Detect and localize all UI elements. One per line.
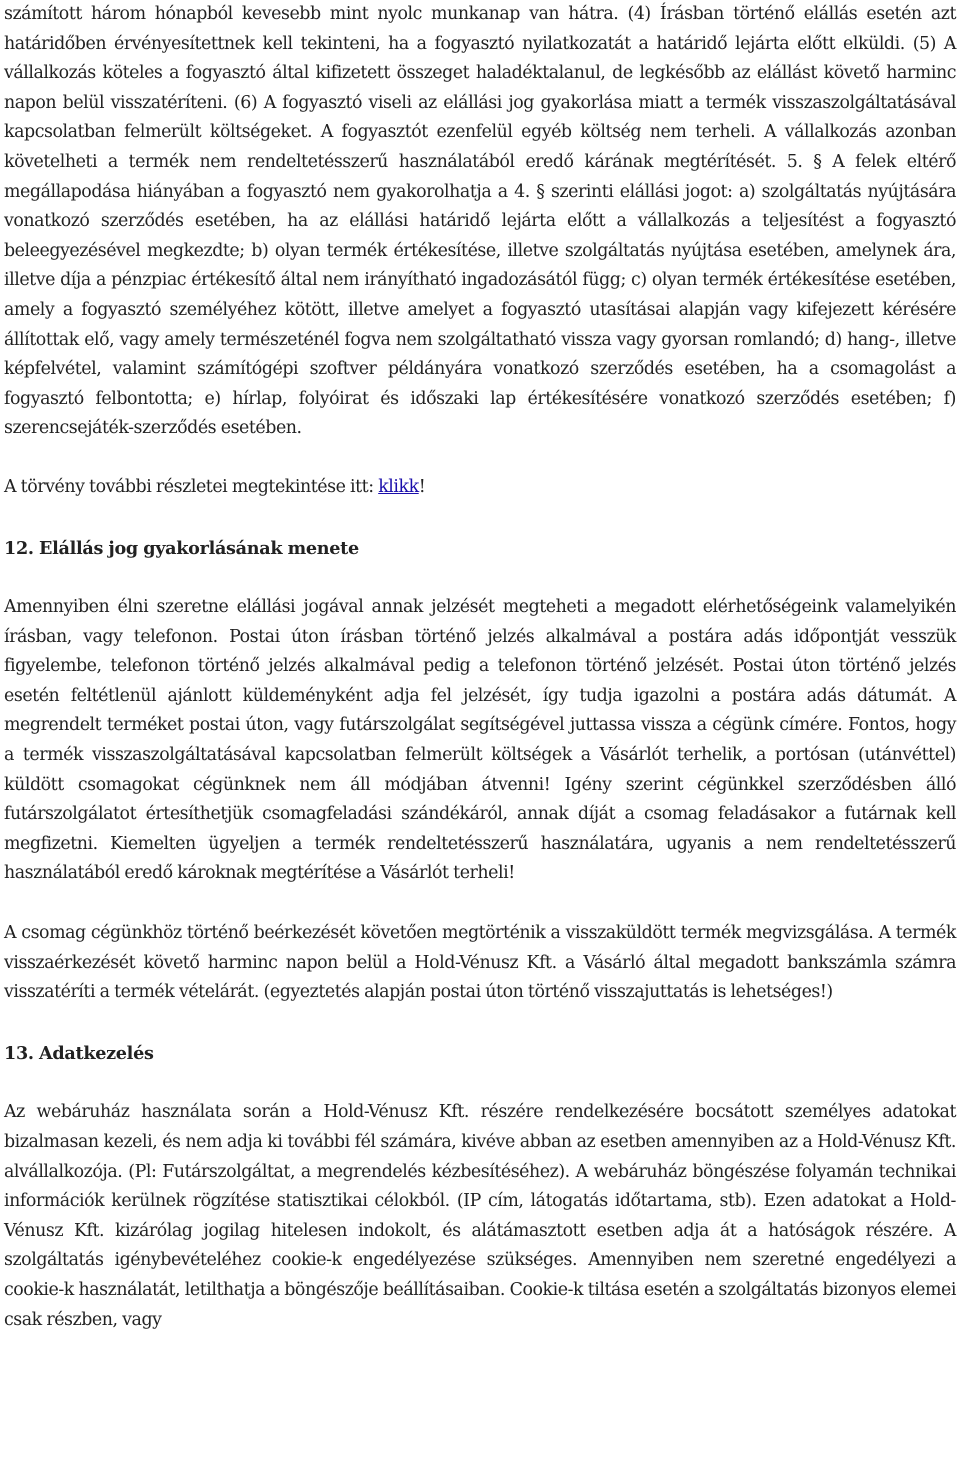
section-12-paragraph-2: A csomag cégünkhöz történő beérkezését követően megtörténik a visszaküldött termék megvizsgálása. A termék visszaérkezését követő harminc napon belül a Hold-Vénusz Kft. a Vásárló által megadott bankszámla számra visszatéríti a termék vételárát. (egyeztetés alapján postai úton történő visszajuttatás is lehetséges!) <box>4 923 956 1003</box>
klikk-link[interactable]: klikk <box>378 476 419 497</box>
more-info-suffix: ! <box>418 476 426 497</box>
section-13-paragraph-1: Az webáruház használata során a Hold-Vénusz Kft. részére rendelkezésére bocsátott személyes adatokat bizalmasan kezeli, és nem adja ki további fél számára, kivéve abban az esetben amennyiben az a Hold-Vénusz Kft. alvállalkozója. (Pl: Futárszolgáltat, a megrendelés kézbesítéséhez). A webáruház böngészése folyamán technikai információk kerülnek rögzítése statisztikai célokból. (IP cím, látogatás időtartama, stb). Ezen adatokat a Hold-Vénusz Kft. kizárólag jogilag hitelesen indokolt, és alátámasztott esetben adja át a hatóságok részére. A szolgáltatás igénybevételéhez cookie-k engedélyezése szükséges. Amennyiben nem szeretné engedélyezi a cookie-k használatát, letilthatja a böngészője beállításaiban. Cookie-k tiltása esetén a szolgáltatás bizonyos elemei csak részben, vagy <box>4 1102 956 1330</box>
section-12-paragraph-1: Amennyiben élni szeretne elállási jogával annak jelzését megteheti a megadott elérhetőségeink valamelyikén írásban, vagy telefonon. Postai úton írásban történő jelzés alkalmával a postára adás időpontját vesszük figyelembe, telefonon történő jelzés alkalmával pedig a telefonon történő jelzését. Postai úton történő jelzés esetén feltétlenül ajánlott küldeményként adja fel jelzését, így tudja igazolni a postára adás dátumát. A megrendelt terméket postai úton, vagy futárszolgálat segítségével juttassa vissza a cégünk címére. Fontos, hogy a termék visszaszolgáltatásával kapcsolatban felmerült költségek a Vásárlót terhelik, a portósan (utánvéttel) küldött csomagokat cégünknek nem áll módjában átvenni! Igény szerint cégünkkel szerződésben álló futárszolgálatot értesíthetjük csomagfeladási szándékáról, annak díját a csomag feladásakor a futárnak kell megfizetni. Kiemelten ügyeljen a termék rendeltetésszerű használatára, ugyanis a nem rendeltetésszerű használatából eredő károknak megtérítése a Vásárlót terheli! <box>4 597 956 884</box>
more-info-prefix: A törvény további részletei megtekintése itt: <box>4 476 379 497</box>
more-info-line <box>4 473 956 503</box>
document-page <box>4 0 956 1335</box>
section-13-heading: 13. Adatkezelés <box>4 1042 154 1064</box>
intro-paragraph: számított három hónapból kevesebb mint nyolc munkanap van hátra. (4) Írásban történő elállás esetén azt határidőben érvényesítettnek kell tekinteni, ha a fogyasztó nyilatkozatát a határidő lejárta előtt elküldi. (5) A vállalkozás köteles a fogyasztó által kifizetett összeget haladéktalanul, de legkésőbb az elállást követő harminc napon belül visszatéríteni. (6) A fogyasztó viseli az elállási jog gyakorlása miatt a termék visszaszolgáltatásával kapcsolatban felmerült költségeket. A fogyasztót ezenfelül egyéb költség nem terheli. A vállalkozás azonban követelheti a termék nem rendeltetésszerű használatából eredő kárának megtérítését. 5. § A felek eltérő megállapodása hiányában a fogyasztó nem gyakorolhatja a 4. § szerinti elállási jogot: a) szolgáltatás nyújtására vonatkozó szerződés esetében, ha az elállási határidő lejárta előtt a vállalkozás a teljesítést a fogyasztó beleegyezésével megkezdte; b) olyan termék értékesítése, illetve szolgáltatás nyújtása esetében, amelynek ára, illetve díja a pénzpiac értékesítő által nem irányítható ingadozásától függ; c) olyan termék értékesítése esetében, amely a fogyasztó személyéhez kötött, illetve amelyet a fogyasztó utasításai alapján vagy kifejezett kérésére állítottak elő, vagy amely természeténél fogva nem szolgáltatható vissza vagy gyorsan romlandó; d) hang-, illetve képfelvétel, valamint számítógépi szoftver példányára vonatkozó szerződés esetében, ha a csomagolást a fogyasztó felbontotta; e) hírlap, folyóirat és időszaki lap értékesítésére vonatkozó szerződés esetében; f) szerencsejáték-szerződés esetében. <box>4 4 956 439</box>
section-12-heading: 12. Elállás jog gyakorlásának menete <box>4 537 359 559</box>
